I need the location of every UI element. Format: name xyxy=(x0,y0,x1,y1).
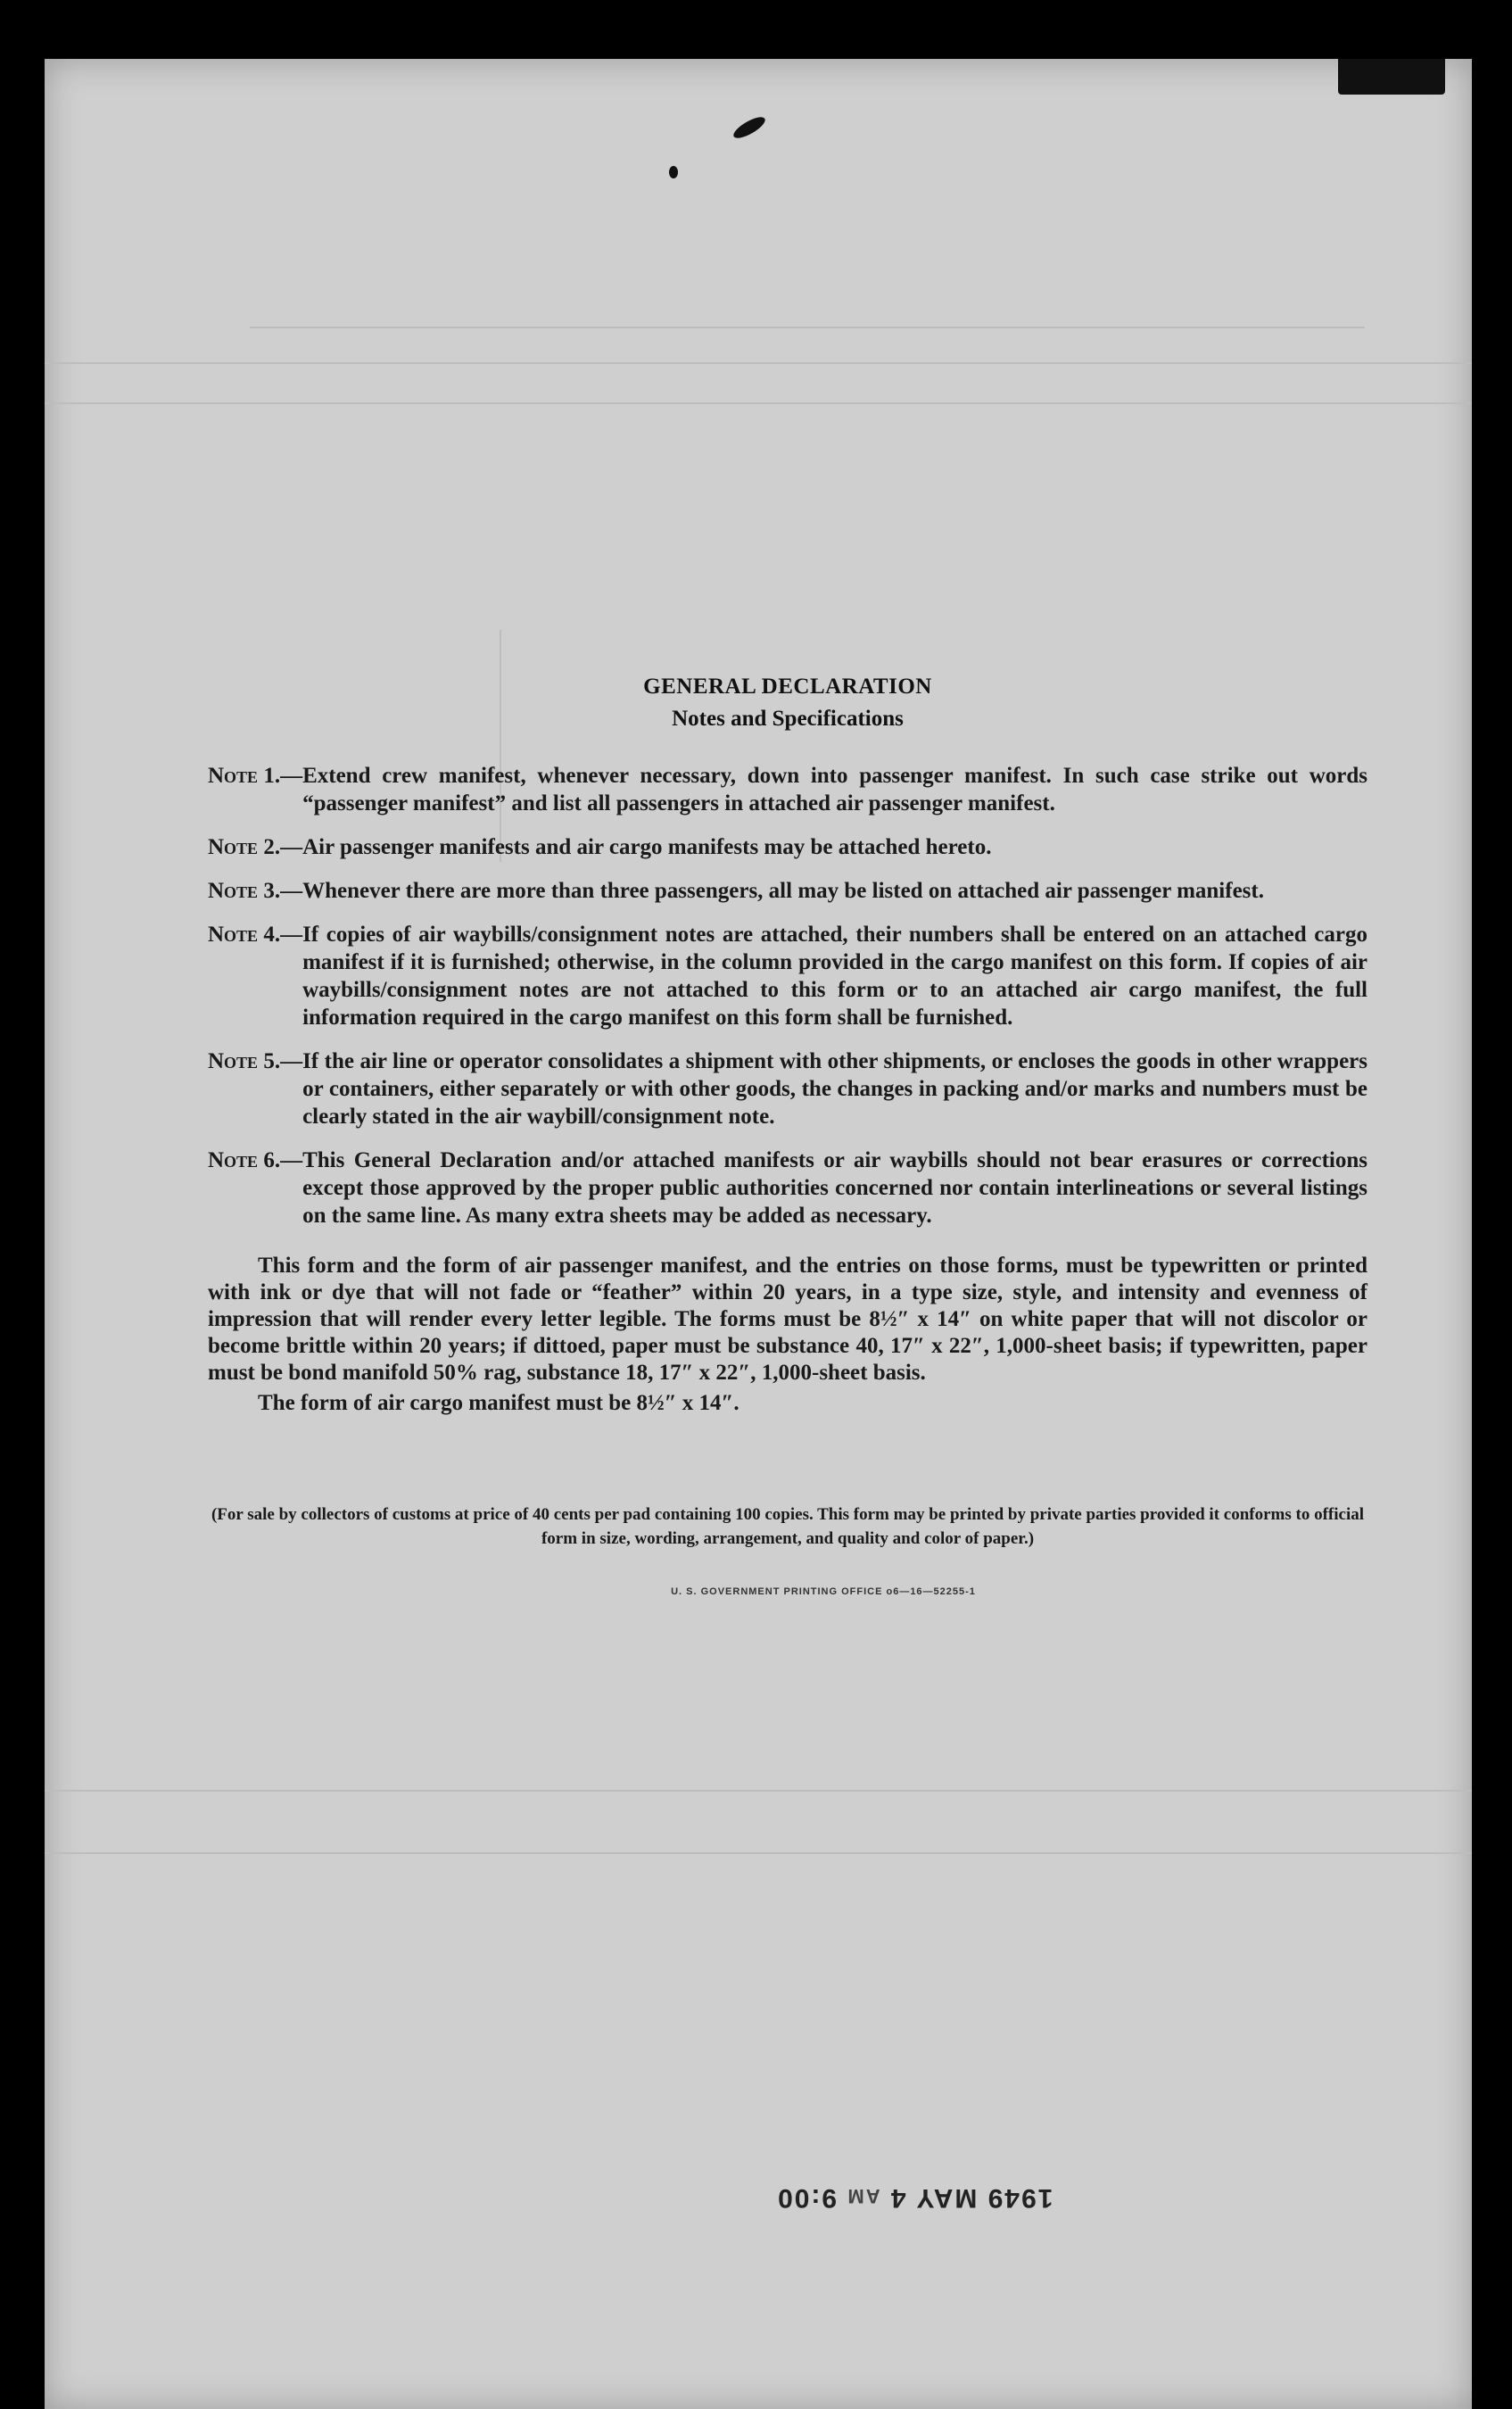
note-text: Extend crew manifest, whenever necessary, down into passenger manifest. In such case strike out words “passenger manifest” and list all passengers in attached air passenger manifest. xyxy=(302,764,1367,815)
note-label: Note 1.— xyxy=(208,764,303,788)
sale-note: (For sale by collectors of customs at price of 40 cents per pad containing 100 copies. This form may be printed by private parties provided it conforms to official form in size, wording, arrangement, and quality and color of paper.) xyxy=(211,1505,1365,1548)
notes-content xyxy=(208,675,1367,1597)
note-4 xyxy=(208,921,1367,1031)
ink-blot xyxy=(1338,59,1445,95)
note-label: Note 2.— xyxy=(208,835,303,859)
ghost-rule xyxy=(250,327,1365,328)
note-2 xyxy=(208,833,1367,861)
page-title: GENERAL DECLARATION xyxy=(643,675,932,699)
stamp-time: 9:00 xyxy=(776,2183,838,2213)
note-label: Note 4.— xyxy=(208,923,303,947)
received-stamp xyxy=(776,2182,1053,2213)
ghost-rule xyxy=(45,1852,1472,1854)
ghost-rule xyxy=(45,1790,1472,1792)
note-label: Note 5.— xyxy=(208,1049,303,1073)
note-text: If the air line or operator consolidates a shipment with other shipments, or encloses the goods in other wrappers or containers, either separately or with other goods, the changes in packing and/or marks and numbers must be clearly stated in the air waybill/consignment note. xyxy=(302,1049,1367,1129)
specification-paragraph: This form and the form of air passenger manifest, and the entries on those forms, must be typewritten or printed with ink or dye that will not fade or “feather” within 20 years, in a type size, style, and intensity and evenness of impression that will render every letter legible. The forms must be 8½″ x 14″ on white paper that will not discolor or become brittle within 20 years; if dittoed, paper must be substance 40, 17″ x 22″, 1,000-sheet basis; if typewritten, paper must be bond manifold 50% rag, substance 18, 17″ x 22″, 1,000-sheet basis. xyxy=(208,1254,1367,1385)
document-page xyxy=(45,59,1472,2409)
note-label: Note 3.— xyxy=(208,879,303,903)
ink-blot xyxy=(669,166,678,178)
printing-office-line: U. S. GOVERNMENT PRINTING OFFICE o6—16—52255-1 xyxy=(671,1586,976,1597)
note-6 xyxy=(208,1147,1367,1229)
note-text: If copies of air waybills/consignment notes are attached, their numbers shall be entered on an attached cargo manifest if it is furnished; otherwise, in the column provided in the cargo manifest on this form. If copies of air waybills/consignment notes are not attached to this form or to an attached air cargo manifest, the full information required in the cargo manifest on this form shall be furnished. xyxy=(302,923,1367,1030)
note-text: This General Declaration and/or attached manifests or air waybills should not bear erasures or corrections except those approved by the proper public authorities concerned nor contain interlineations or several listings on the same line. As many extra sheets may be added as necessary. xyxy=(302,1148,1367,1228)
ghost-rule xyxy=(45,362,1472,364)
note-text: Air passenger manifests and air cargo manifests may be attached hereto. xyxy=(302,835,992,859)
stamp-time-prefix: AM xyxy=(846,2185,880,2207)
cargo-manifest-size-paragraph: The form of air cargo manifest must be 8½″ x 14″. xyxy=(258,1391,739,1415)
note-3 xyxy=(208,877,1367,905)
note-1 xyxy=(208,762,1367,817)
note-label: Note 6.— xyxy=(208,1148,303,1172)
note-5 xyxy=(208,1047,1367,1130)
stamp-date: 1949 MAY 4 xyxy=(888,2183,1053,2213)
page-subtitle: Notes and Specifications xyxy=(672,707,904,731)
ghost-rule xyxy=(45,402,1472,404)
ink-blot xyxy=(731,113,768,142)
note-text: Whenever there are more than three passengers, all may be listed on attached air passenger manifest. xyxy=(302,879,1264,903)
